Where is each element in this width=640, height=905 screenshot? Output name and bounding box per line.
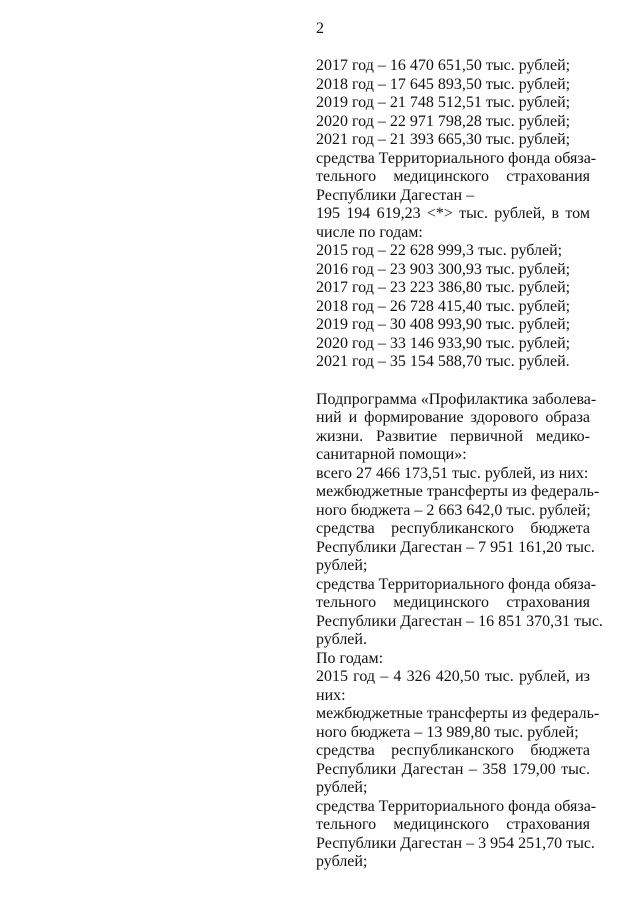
text-line: межбюджетные трансферты из федераль-	[316, 705, 600, 722]
paragraph-gap	[316, 372, 590, 391]
text-line: тельного медицинского страхования	[316, 816, 590, 833]
text-line: Подпрограмма «Профилактика заболева-	[316, 390, 597, 408]
text-line: межбюджетные трансферты из федераль-	[316, 483, 600, 500]
subprogram-section	[316, 390, 603, 872]
text-line: рублей.	[316, 631, 367, 648]
text-line: 2017 год – 23 223 386,80 тыс. рублей;	[316, 279, 571, 296]
text-line: рублей;	[316, 853, 368, 870]
text-line: 2020 год – 33 146 933,90 тыс. рублей;	[316, 334, 571, 352]
text-line: Республики Дагестан – 358 179,00 тыс.	[316, 760, 590, 778]
text-line: Республики Дагестан – 3 954 251,70 тыс.	[316, 834, 595, 852]
text-line: Республики Дагестан – 7 951 161,20 тыс.	[316, 538, 595, 556]
text-line: ний и формирование здорового образа	[316, 409, 590, 426]
yearly-funding-list	[316, 57, 590, 150]
text-line: тельного медицинского страхования	[316, 168, 590, 185]
text-line: 2019 год – 21 748 512,51 тыс. рублей;	[316, 94, 571, 111]
text-line: 2021 год – 21 393 665,30 тыс. рублей;	[316, 131, 571, 148]
text-line: тельного медицинского страхования	[316, 594, 590, 611]
text-line: ного бюджета – 13 989,80 тыс. рублей;	[316, 723, 579, 741]
text-line: 2017 год – 16 470 651,50 тыс. рублей;	[316, 57, 571, 74]
text-line: средства республиканского бюджета	[316, 742, 590, 759]
text-line: 2018 год – 26 728 415,40 тыс. рублей;	[316, 297, 571, 315]
text-line: всего 27 466 173,51 тыс. рублей, из них:	[316, 464, 589, 482]
text-line: числе по годам:	[316, 223, 423, 241]
text-line: 195 194 619,23 <*> тыс. рублей, в том	[316, 205, 590, 222]
text-line: 2019 год – 30 408 993,90 тыс. рублей;	[316, 316, 571, 333]
text-line: рублей;	[316, 557, 368, 574]
text-line: 2016 год – 23 903 300,93 тыс. рублей;	[316, 260, 571, 278]
text-line: Республики Дагестан – 16 851 370,31 тыс.	[316, 612, 603, 630]
text-line: средства Территориального фонда обяза-	[316, 575, 597, 593]
text-line: средства Территориального фонда обяза-	[316, 149, 597, 167]
text-line: санитарной помощи»:	[316, 446, 467, 463]
text-line: Республики Дагестан –	[316, 186, 475, 204]
text-line: рублей;	[316, 779, 368, 796]
tfoms-funding-section	[316, 149, 597, 372]
text-line: По годам:	[316, 649, 384, 667]
text-line: 2015 год – 22 628 999,3 тыс. рублей;	[316, 242, 563, 259]
text-line: ного бюджета – 2 663 642,0 тыс. рублей;	[316, 501, 591, 519]
text-line: 2018 год – 17 645 893,50 тыс. рублей;	[316, 75, 571, 93]
text-line: них:	[316, 686, 346, 704]
text-line: 2015 год – 4 326 420,50 тыс. рублей, из	[316, 668, 590, 685]
text-line: средства Территориального фонда обяза-	[316, 797, 597, 815]
text-line: жизни. Развитие первичной медико-	[316, 427, 590, 445]
page-number: 2	[316, 20, 324, 37]
text-line: средства республиканского бюджета	[316, 520, 590, 537]
text-line: 2020 год – 22 971 798,28 тыс. рублей;	[316, 112, 571, 130]
text-line: 2021 год – 35 154 588,70 тыс. рублей.	[316, 353, 570, 370]
document-body	[316, 57, 603, 872]
